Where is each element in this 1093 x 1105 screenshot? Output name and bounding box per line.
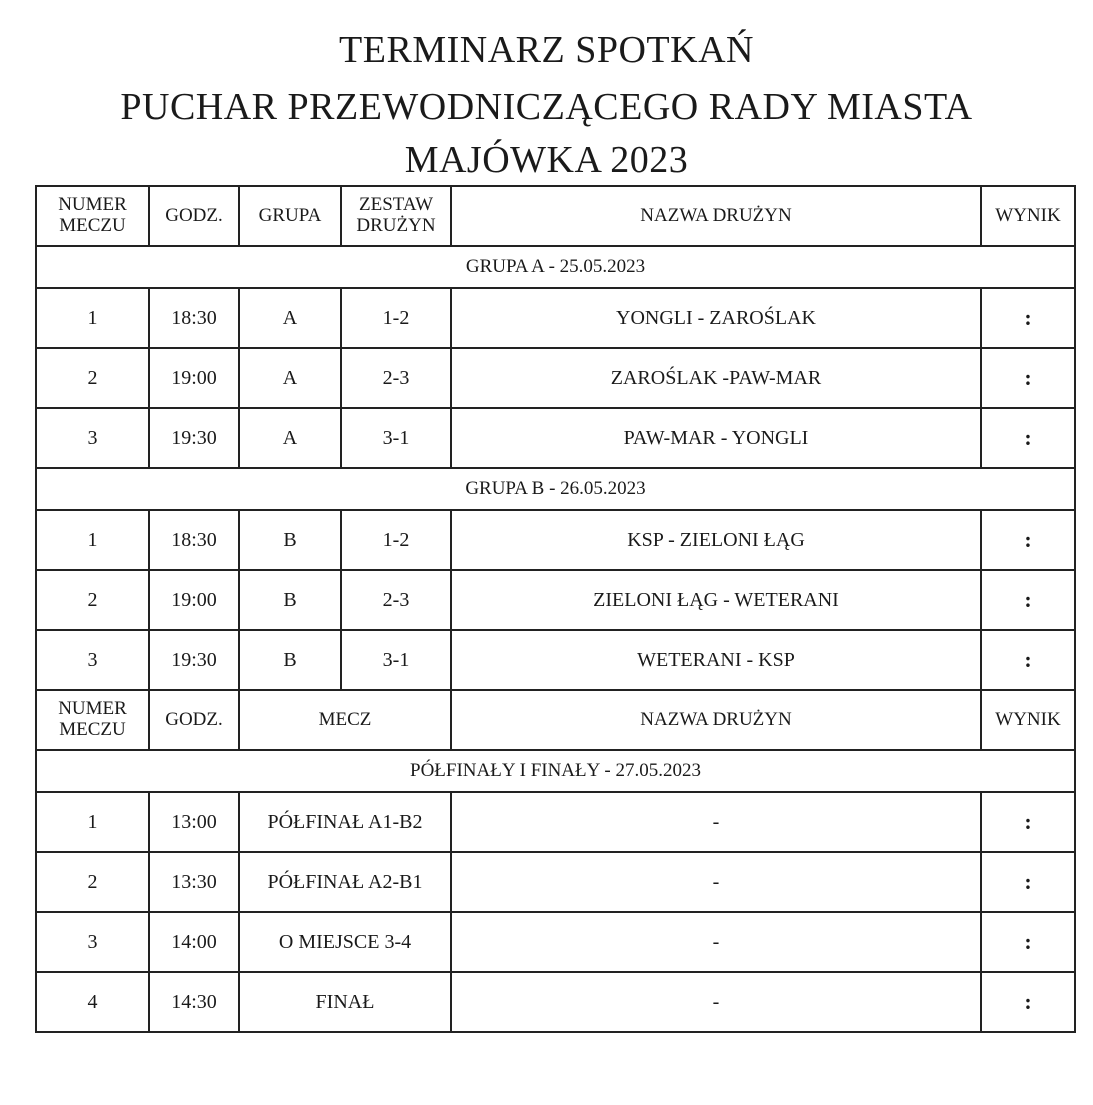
match-teams: PAW-MAR - YONGLI — [451, 408, 981, 468]
match-name: O MIEJSCE 3-4 — [239, 912, 451, 972]
match-number: 3 — [36, 408, 149, 468]
table-row — [36, 630, 1075, 690]
match-time: 18:30 — [149, 288, 239, 348]
finals-heading: PÓŁFINAŁY I FINAŁY - 27.05.2023 — [36, 750, 1075, 792]
header-numer: NUMER MECZU — [36, 690, 149, 750]
title-line-1: TERMINARZ SPOTKAŃ — [339, 29, 754, 71]
match-number: 4 — [36, 972, 149, 1032]
match-teams: ZIELONI ŁĄG - WETERANI — [451, 570, 981, 630]
match-time: 19:30 — [149, 408, 239, 468]
match-time: 19:30 — [149, 630, 239, 690]
match-name: FINAŁ — [239, 972, 451, 1032]
match-teams: YONGLI - ZAROŚLAK — [451, 288, 981, 348]
match-group: B — [239, 570, 341, 630]
match-result: : — [981, 792, 1075, 852]
finals-header-row — [36, 690, 1075, 750]
header-godz: GODZ. — [149, 186, 239, 246]
match-time: 19:00 — [149, 570, 239, 630]
match-result: : — [981, 510, 1075, 570]
header-grupa: GRUPA — [239, 186, 341, 246]
header-row — [36, 186, 1075, 246]
table-row — [36, 510, 1075, 570]
match-number: 3 — [36, 912, 149, 972]
match-number: 2 — [36, 852, 149, 912]
group-a-heading-row — [36, 246, 1075, 288]
match-result: : — [981, 288, 1075, 348]
header-zestaw: ZESTAW DRUŻYN — [341, 186, 451, 246]
table-row — [36, 288, 1075, 348]
match-result: : — [981, 570, 1075, 630]
match-group: B — [239, 510, 341, 570]
match-result: : — [981, 852, 1075, 912]
group-a-heading: GRUPA A - 25.05.2023 — [36, 246, 1075, 288]
header-wynik: WYNIK — [981, 186, 1075, 246]
schedule-table — [35, 185, 1076, 1033]
table-row — [36, 852, 1075, 912]
match-set: 3-1 — [341, 630, 451, 690]
match-teams: KSP - ZIELONI ŁĄG — [451, 510, 981, 570]
match-group: B — [239, 630, 341, 690]
match-result: : — [981, 630, 1075, 690]
match-set: 2-3 — [341, 348, 451, 408]
match-set: 1-2 — [341, 510, 451, 570]
match-time: 13:00 — [149, 792, 239, 852]
match-teams: - — [451, 852, 981, 912]
match-group: A — [239, 288, 341, 348]
match-time: 14:30 — [149, 972, 239, 1032]
table-row — [36, 972, 1075, 1032]
match-set: 2-3 — [341, 570, 451, 630]
header-numer: NUMER MECZU — [36, 186, 149, 246]
match-name: PÓŁFINAŁ A1-B2 — [239, 792, 451, 852]
match-time: 18:30 — [149, 510, 239, 570]
match-time: 19:00 — [149, 348, 239, 408]
table-row — [36, 348, 1075, 408]
header-nazwa: NAZWA DRUŻYN — [451, 690, 981, 750]
table-row — [36, 912, 1075, 972]
match-number: 1 — [36, 288, 149, 348]
header-mecz: MECZ — [239, 690, 451, 750]
group-b-heading-row — [36, 468, 1075, 510]
match-teams: - — [451, 972, 981, 1032]
match-time: 14:00 — [149, 912, 239, 972]
group-b-heading: GRUPA B - 26.05.2023 — [36, 468, 1075, 510]
title-line-3: MAJÓWKA 2023 — [404, 139, 689, 181]
match-teams: - — [451, 912, 981, 972]
header-wynik: WYNIK — [981, 690, 1075, 750]
finals-heading-row — [36, 750, 1075, 792]
match-set: 1-2 — [341, 288, 451, 348]
match-group: A — [239, 408, 341, 468]
match-teams: WETERANI - KSP — [451, 630, 981, 690]
table-row — [36, 792, 1075, 852]
match-result: : — [981, 348, 1075, 408]
match-set: 3-1 — [341, 408, 451, 468]
match-time: 13:30 — [149, 852, 239, 912]
table-row — [36, 570, 1075, 630]
header-godz: GODZ. — [149, 690, 239, 750]
match-name: PÓŁFINAŁ A2-B1 — [239, 852, 451, 912]
header-nazwa: NAZWA DRUŻYN — [451, 186, 981, 246]
match-number: 3 — [36, 630, 149, 690]
match-number: 2 — [36, 570, 149, 630]
match-number: 1 — [36, 510, 149, 570]
match-teams: ZAROŚLAK -PAW-MAR — [451, 348, 981, 408]
match-result: : — [981, 972, 1075, 1032]
title-line-2: PUCHAR PRZEWODNICZĄCEGO RADY MIASTA — [120, 86, 973, 128]
table-row — [36, 408, 1075, 468]
match-teams: - — [451, 792, 981, 852]
match-number: 1 — [36, 792, 149, 852]
match-number: 2 — [36, 348, 149, 408]
match-result: : — [981, 912, 1075, 972]
match-group: A — [239, 348, 341, 408]
match-result: : — [981, 408, 1075, 468]
